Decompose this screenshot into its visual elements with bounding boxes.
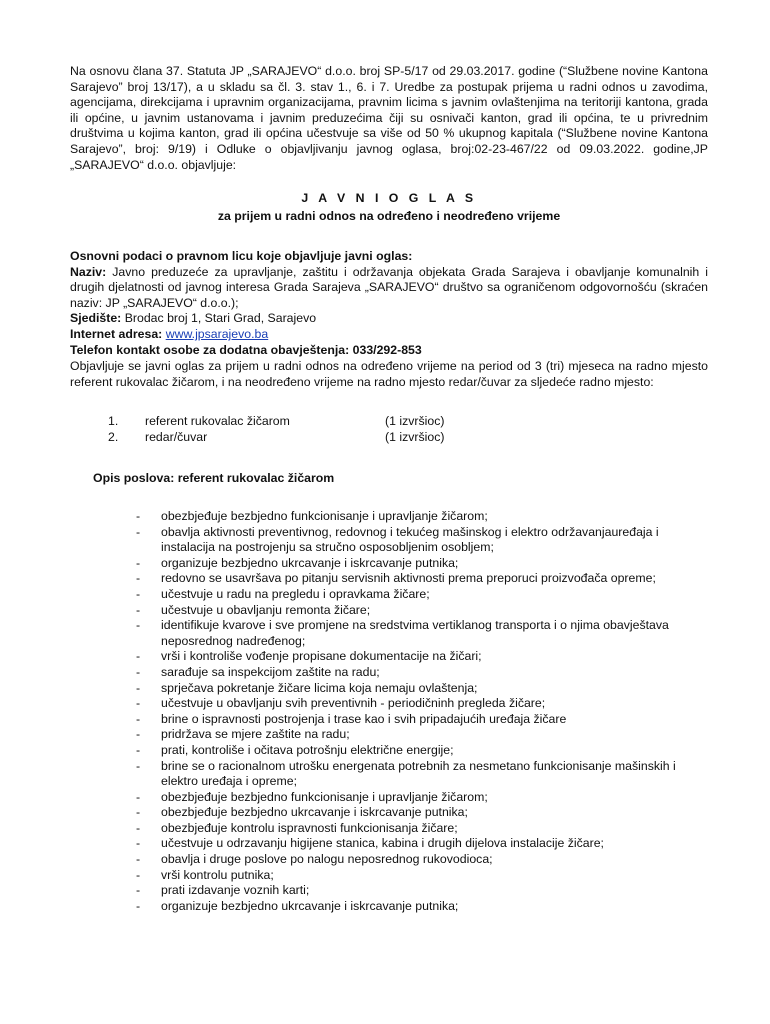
bullet-dash: - (136, 852, 141, 867)
task-text: učestvuje u odrzavanju higijene stanica, kabina i drugih dijelova instalacije žičare; (161, 836, 604, 851)
task-text: učestvuje u obavljanju remonta žičare; (161, 602, 371, 617)
web-row (70, 327, 708, 343)
task-text: sprječava pokretanje žičare licima koja nemaju ovlaštenja; (161, 680, 478, 695)
position-count: (1 izvršioc) (385, 429, 445, 444)
task-text: vrši i kontroliše vođenje propisane dokumentacije na žičari; (161, 649, 482, 664)
bullet-dash: - (136, 727, 141, 742)
bullet-dash: - (136, 664, 141, 679)
task-text: redovno se usavršava po pitanju servisnih aktivnosti prema preporuci proizvođača opreme; (161, 571, 656, 586)
basic-info-section (70, 249, 708, 358)
task-text: sarađuje sa inspekcijom zaštite na radu; (161, 664, 380, 679)
task-item (136, 696, 708, 712)
task-text: obavlja aktivnosti preventivnog, redovnog i tekućeg mašinskog i elektro održavanjauređaja i instalacija na postrojenju sa stručno osposobljenim osobljem; (161, 524, 659, 555)
task-text: organizuje bezbjedno ukrcavanje i iskrcavanje putnika; (161, 898, 459, 913)
name-label: Naziv: (70, 264, 107, 279)
announcement-heading (70, 191, 708, 224)
bullet-dash: - (136, 898, 141, 913)
task-list (136, 509, 708, 914)
task-item (136, 868, 708, 884)
basic-info-title: Osnovni podaci o pravnom licu koje objavljuje javni oglas: (70, 249, 413, 263)
task-item (136, 681, 708, 697)
bullet-dash: - (136, 509, 141, 523)
position-count: (1 izvršioc) (385, 414, 445, 428)
seat-value: Brodac broj 1, Stari Grad, Sarajevo (124, 311, 317, 326)
task-text: brine se o racionalnom utrošku energenata potrebnih za nesmetano funkcionisanje mašinskih i elektro uređaja i opreme; (161, 758, 676, 789)
position-row (70, 414, 708, 430)
task-item (136, 883, 708, 899)
heading-title: J A V N I O G L A S (301, 191, 477, 205)
bullet-dash: - (136, 696, 141, 711)
task-item (136, 587, 708, 603)
task-text: učestvuje u radu na pregledu i opravkama žičare; (161, 586, 430, 601)
bullet-dash: - (136, 789, 141, 804)
task-item (136, 836, 708, 852)
task-item (136, 790, 708, 806)
contact-phone: Telefon kontakt osobe za dodatna obavještenja: 033/292-853 (70, 342, 422, 357)
task-text: obezbjeđuje bezbjedno funkcionisanje i upravljanje žičarom; (161, 509, 488, 523)
bullet-dash: - (136, 820, 141, 835)
position-number: 2. (108, 429, 119, 444)
bullet-dash: - (136, 524, 141, 539)
bullet-dash: - (136, 649, 141, 664)
task-text: obezbjeđuje bezbjedno ukrcavanje i iskrcavanje putnika; (161, 805, 468, 820)
seat-label: Sjedište: (70, 311, 122, 326)
intro-paragraph: Na osnovu člana 37. Statuta JP „SARAJEVO“ d.o.o. broj SP-5/17 od 29.03.2017. godine (“Službene novine Kantona Sarajevo” broj 13/17), a u skladu sa čl. 3. stav 1., 6. i 7. Uredbe za postupak prijema u radni odnos u zavodima, agencijama, direkcijama i upravnim organizacijama, pravnim licima s javnim ovlaštenjima na teritoriji kantona, grada ili općine, u javnim ustanovama i javnim preduzećima čiji su osnivači kanton, grad ili općina, te u privrednim društvima u kojima kanton, grad ili općina učestvuje sa više od 50 % ukupnog kapitala (“Službene novine Kantona Sarajevo”, broj: 9/19) i Odluke o objavljivanju javnog oglasa, broj:02-23-467/22 od 09.03.2022. godine,JP „SARAJEVO“ d.o.o. objavljuje: (70, 64, 708, 172)
web-label: Internet adresa: (70, 326, 163, 341)
name-value: Javno preduzeće za upravljanje, zaštitu i održavanja objekata Grada Sarajeva i obavljanje komunalnih i drugih djelatnosti od javnog interesa Grada Sarajeva „SARAJEVO“ društvo sa ograničenom odgovornošću (skraćen naziv: JP „SARAJEVO“ d.o.o.); (70, 264, 708, 310)
task-item (136, 618, 708, 649)
task-text: prati izdavanje voznih karti; (161, 883, 310, 898)
task-item (136, 852, 708, 868)
bullet-dash: - (136, 602, 141, 617)
position-name: redar/čuvar (145, 429, 208, 444)
task-text: obavlja i druge poslove po nalogu neposrednog rukovodioca; (161, 852, 493, 867)
task-text: prati, kontroliše i očitava potrošnju električne energije; (161, 742, 454, 757)
task-text: brine o ispravnosti postrojenja i trase kao i svih pripadajućih uređaja žičare (161, 711, 567, 726)
positions-list (70, 414, 708, 445)
bullet-dash: - (136, 836, 141, 851)
task-text: učestvuje u obavljanju svih preventivnih - periodičninh pregleda žičare; (161, 696, 546, 711)
task-text: obezbjeđuje kontrolu ispravnosti funkcionisanja žičare; (161, 820, 458, 835)
task-item (136, 712, 708, 728)
bullet-dash: - (136, 711, 141, 726)
position-number: 1. (108, 414, 119, 428)
bullet-dash: - (136, 742, 141, 757)
task-text: pridržava se mjere zaštite na radu; (161, 727, 350, 742)
bullet-dash: - (136, 618, 141, 633)
bullet-dash: - (136, 867, 141, 882)
task-item (136, 821, 708, 837)
task-item (136, 649, 708, 665)
bullet-dash: - (136, 758, 141, 773)
task-item (136, 525, 708, 556)
website-link[interactable]: www.jpsarajevo.ba (165, 326, 269, 341)
position-row (70, 430, 708, 446)
announcement-paragraph: Objavljuje se javni oglas za prijem u radni odnos na određeno vrijeme na period od 3 (tri) mjeseca na radno mjesto referent rukovalac žičarom, i na neodređeno vrijeme na radno mjesto redar/čuvar za sljedeće radno mjesto: (70, 359, 708, 389)
task-item (136, 727, 708, 743)
bullet-dash: - (136, 571, 141, 586)
heading-subtitle: za prijem u radni odnos na određeno i neodređeno vrijeme (217, 208, 561, 223)
bullet-dash: - (136, 680, 141, 695)
seat-row (70, 311, 708, 327)
bullet-dash: - (136, 805, 141, 820)
bullet-dash: - (136, 883, 141, 898)
bullet-dash: - (136, 586, 141, 601)
position-name: referent rukovalac žičarom (145, 414, 290, 428)
task-item (136, 743, 708, 759)
task-item (136, 805, 708, 821)
task-item (136, 571, 708, 587)
bullet-dash: - (136, 555, 141, 570)
task-text: vrši kontrolu putnika; (161, 867, 274, 882)
task-text: identifikuje kvarove i sve promjene na sredstvima vertiklanog transporta i o njima obavještava neposrednog nadređenog; (161, 618, 669, 648)
task-item (136, 556, 708, 572)
task-item (136, 603, 708, 619)
task-text: organizuje bezbjedno ukrcavanje i iskrcavanje putnika; (161, 555, 459, 570)
name-row (70, 265, 708, 312)
job-description-heading: Opis poslova: referent rukovalac žičarom (93, 471, 335, 485)
task-item (136, 665, 708, 681)
task-item (136, 509, 708, 525)
task-item (136, 759, 708, 790)
task-text: obezbjeđuje bezbjedno funkcionisanje i upravljanje žičarom; (161, 789, 488, 804)
task-item (136, 899, 708, 915)
